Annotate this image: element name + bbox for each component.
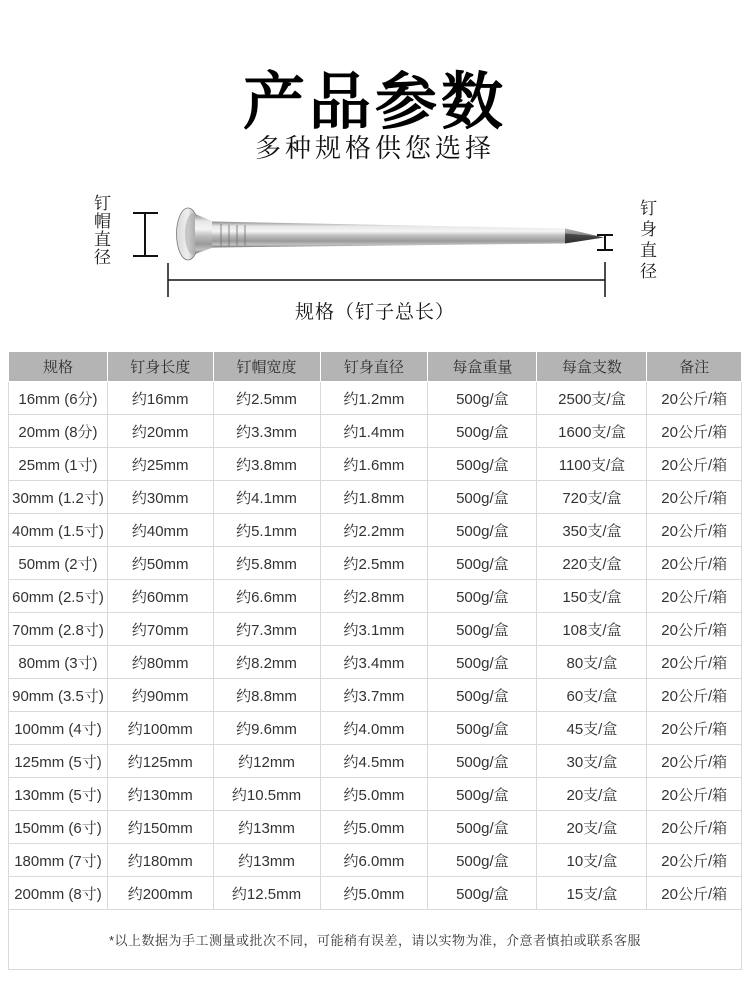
table-cell: 约2.5mm [320, 547, 428, 580]
table-cell: 20公斤/箱 [647, 448, 742, 481]
table-cell: 约5.0mm [320, 778, 428, 811]
table-row [9, 481, 742, 514]
table-cell: 20公斤/箱 [647, 844, 742, 877]
table-cell: 约5.0mm [320, 811, 428, 844]
table-cell: 20公斤/箱 [647, 580, 742, 613]
table-cell: 130mm (5寸) [9, 778, 108, 811]
table-cell: 350支/盒 [537, 514, 647, 547]
table-cell: 2500支/盒 [537, 382, 647, 415]
table-cell: 30支/盒 [537, 745, 647, 778]
table-cell: 500g/盒 [428, 547, 537, 580]
table-cell: 20公斤/箱 [647, 745, 742, 778]
table-cell: 约1.6mm [320, 448, 428, 481]
table-cell: 约100mm [107, 712, 213, 745]
table-cell: 45支/盒 [537, 712, 647, 745]
table-cell: 80mm (3寸) [9, 646, 108, 679]
table-cell: 约6.0mm [320, 844, 428, 877]
table-cell: 约5.1mm [213, 514, 320, 547]
table-cell: 20公斤/箱 [647, 646, 742, 679]
column-header: 钉身长度 [107, 352, 213, 382]
table-cell: 20支/盒 [537, 811, 647, 844]
table-cell: 约7.3mm [213, 613, 320, 646]
table-cell: 20公斤/箱 [647, 679, 742, 712]
table-cell: 500g/盒 [428, 844, 537, 877]
table-cell: 10支/盒 [537, 844, 647, 877]
table-cell: 180mm (7寸) [9, 844, 108, 877]
table-cell: 20公斤/箱 [647, 811, 742, 844]
table-row [9, 547, 742, 580]
table-row [9, 613, 742, 646]
length-dimension-line [168, 262, 605, 297]
table-cell: 约1.2mm [320, 382, 428, 415]
table-cell: 1100支/盒 [537, 448, 647, 481]
column-header: 备注 [647, 352, 742, 382]
table-cell: 1600支/盒 [537, 415, 647, 448]
table-row [9, 844, 742, 877]
table-row [9, 448, 742, 481]
table-cell: 25mm (1寸) [9, 448, 108, 481]
table-cell: 约180mm [107, 844, 213, 877]
table-cell: 30mm (1.2寸) [9, 481, 108, 514]
column-header: 每盒支数 [537, 352, 647, 382]
page-subtitle: 多种规格供您选择 [254, 133, 495, 163]
table-cell: 500g/盒 [428, 613, 537, 646]
table-row [9, 646, 742, 679]
table-cell: 500g/盒 [428, 679, 537, 712]
table-cell: 约3.8mm [213, 448, 320, 481]
page-title: 产品参数 [242, 68, 507, 137]
cap-diameter-marker [133, 213, 158, 256]
table-cell: 约3.7mm [320, 679, 428, 712]
table-cell: 约4.1mm [213, 481, 320, 514]
table-cell: 约2.5mm [213, 382, 320, 415]
table-cell: 约16mm [107, 382, 213, 415]
table-cell: 约6.6mm [213, 580, 320, 613]
table-cell: 108支/盒 [537, 613, 647, 646]
table-cell: 16mm (6分) [9, 382, 108, 415]
table-cell: 约25mm [107, 448, 213, 481]
table-row [9, 778, 742, 811]
table-cell: 20公斤/箱 [647, 547, 742, 580]
table-cell: 20公斤/箱 [647, 382, 742, 415]
table-row [9, 514, 742, 547]
table-cell: 约4.5mm [320, 745, 428, 778]
table-cell: 500g/盒 [428, 745, 537, 778]
table-cell: 90mm (3.5寸) [9, 679, 108, 712]
table-cell: 500g/盒 [428, 514, 537, 547]
table-cell: 20公斤/箱 [647, 613, 742, 646]
table-cell: 500g/盒 [428, 646, 537, 679]
table-cell: 20支/盒 [537, 778, 647, 811]
spec-table [8, 351, 742, 970]
table-cell: 20公斤/箱 [647, 778, 742, 811]
table-cell: 约5.8mm [213, 547, 320, 580]
column-header: 钉身直径 [320, 352, 428, 382]
table-cell: 约1.8mm [320, 481, 428, 514]
table-cell: 约30mm [107, 481, 213, 514]
table-cell: 20公斤/箱 [647, 877, 742, 910]
table-cell: 约125mm [107, 745, 213, 778]
table-cell: 20公斤/箱 [647, 415, 742, 448]
table-cell: 100mm (4寸) [9, 712, 108, 745]
table-row [9, 811, 742, 844]
table-row [9, 382, 742, 415]
table-cell: 20公斤/箱 [647, 514, 742, 547]
table-cell: 约3.3mm [213, 415, 320, 448]
total-length-label: 规格（钉子总长） [294, 302, 455, 323]
table-cell: 50mm (2寸) [9, 547, 108, 580]
table-cell: 70mm (2.8寸) [9, 613, 108, 646]
column-header: 每盒重量 [428, 352, 537, 382]
table-cell: 500g/盒 [428, 580, 537, 613]
table-cell: 80支/盒 [537, 646, 647, 679]
table-cell: 约200mm [107, 877, 213, 910]
table-cell: 500g/盒 [428, 712, 537, 745]
table-cell: 500g/盒 [428, 778, 537, 811]
table-row [9, 877, 742, 910]
table-cell: 500g/盒 [428, 877, 537, 910]
shank-diameter-label: 钉身直径 [637, 199, 656, 283]
table-cell: 220支/盒 [537, 547, 647, 580]
note-row [9, 910, 742, 970]
table-cell: 约9.6mm [213, 712, 320, 745]
table-cell: 125mm (5寸) [9, 745, 108, 778]
table-row [9, 580, 742, 613]
table-cell: 约12mm [213, 745, 320, 778]
table-row [9, 745, 742, 778]
table-cell: 60mm (2.5寸) [9, 580, 108, 613]
table-cell: 500g/盒 [428, 382, 537, 415]
table-cell: 720支/盒 [537, 481, 647, 514]
table-cell: 约60mm [107, 580, 213, 613]
table-cell: 500g/盒 [428, 448, 537, 481]
column-header: 钉帽宽度 [213, 352, 320, 382]
nail-dimension-diagram [0, 185, 750, 330]
table-cell: 约1.4mm [320, 415, 428, 448]
table-cell: 约13mm [213, 844, 320, 877]
table-cell: 500g/盒 [428, 811, 537, 844]
table-row [9, 712, 742, 745]
table-cell: 20mm (8分) [9, 415, 108, 448]
cap-diameter-label: 钉帽直径 [91, 194, 110, 266]
table-cell: 约4.0mm [320, 712, 428, 745]
table-note: *以上数据为手工测量或批次不同，可能稍有误差，请以实物为准，介意者慎拍或联系客服 [9, 910, 742, 970]
table-cell: 20公斤/箱 [647, 712, 742, 745]
table-cell: 150mm (6寸) [9, 811, 108, 844]
table-cell: 15支/盒 [537, 877, 647, 910]
table-cell: 200mm (8寸) [9, 877, 108, 910]
table-cell: 约130mm [107, 778, 213, 811]
table-cell: 20公斤/箱 [647, 481, 742, 514]
table-cell: 约150mm [107, 811, 213, 844]
table-cell: 500g/盒 [428, 481, 537, 514]
table-cell: 约70mm [107, 613, 213, 646]
table-cell: 约40mm [107, 514, 213, 547]
spec-table-header-row [9, 352, 742, 382]
table-cell: 约3.4mm [320, 646, 428, 679]
table-cell: 约50mm [107, 547, 213, 580]
table-cell: 约3.1mm [320, 613, 428, 646]
table-cell: 约5.0mm [320, 877, 428, 910]
table-cell: 60支/盒 [537, 679, 647, 712]
table-cell: 约2.2mm [320, 514, 428, 547]
table-cell: 约10.5mm [213, 778, 320, 811]
table-cell: 约12.5mm [213, 877, 320, 910]
table-cell: 约20mm [107, 415, 213, 448]
table-row [9, 415, 742, 448]
table-cell: 40mm (1.5寸) [9, 514, 108, 547]
table-cell: 约8.8mm [213, 679, 320, 712]
table-cell: 约90mm [107, 679, 213, 712]
table-cell: 约80mm [107, 646, 213, 679]
table-cell: 约8.2mm [213, 646, 320, 679]
table-cell: 约2.8mm [320, 580, 428, 613]
table-cell: 约13mm [213, 811, 320, 844]
column-header: 规格 [9, 352, 108, 382]
table-cell: 500g/盒 [428, 415, 537, 448]
table-row [9, 679, 742, 712]
table-cell: 150支/盒 [537, 580, 647, 613]
